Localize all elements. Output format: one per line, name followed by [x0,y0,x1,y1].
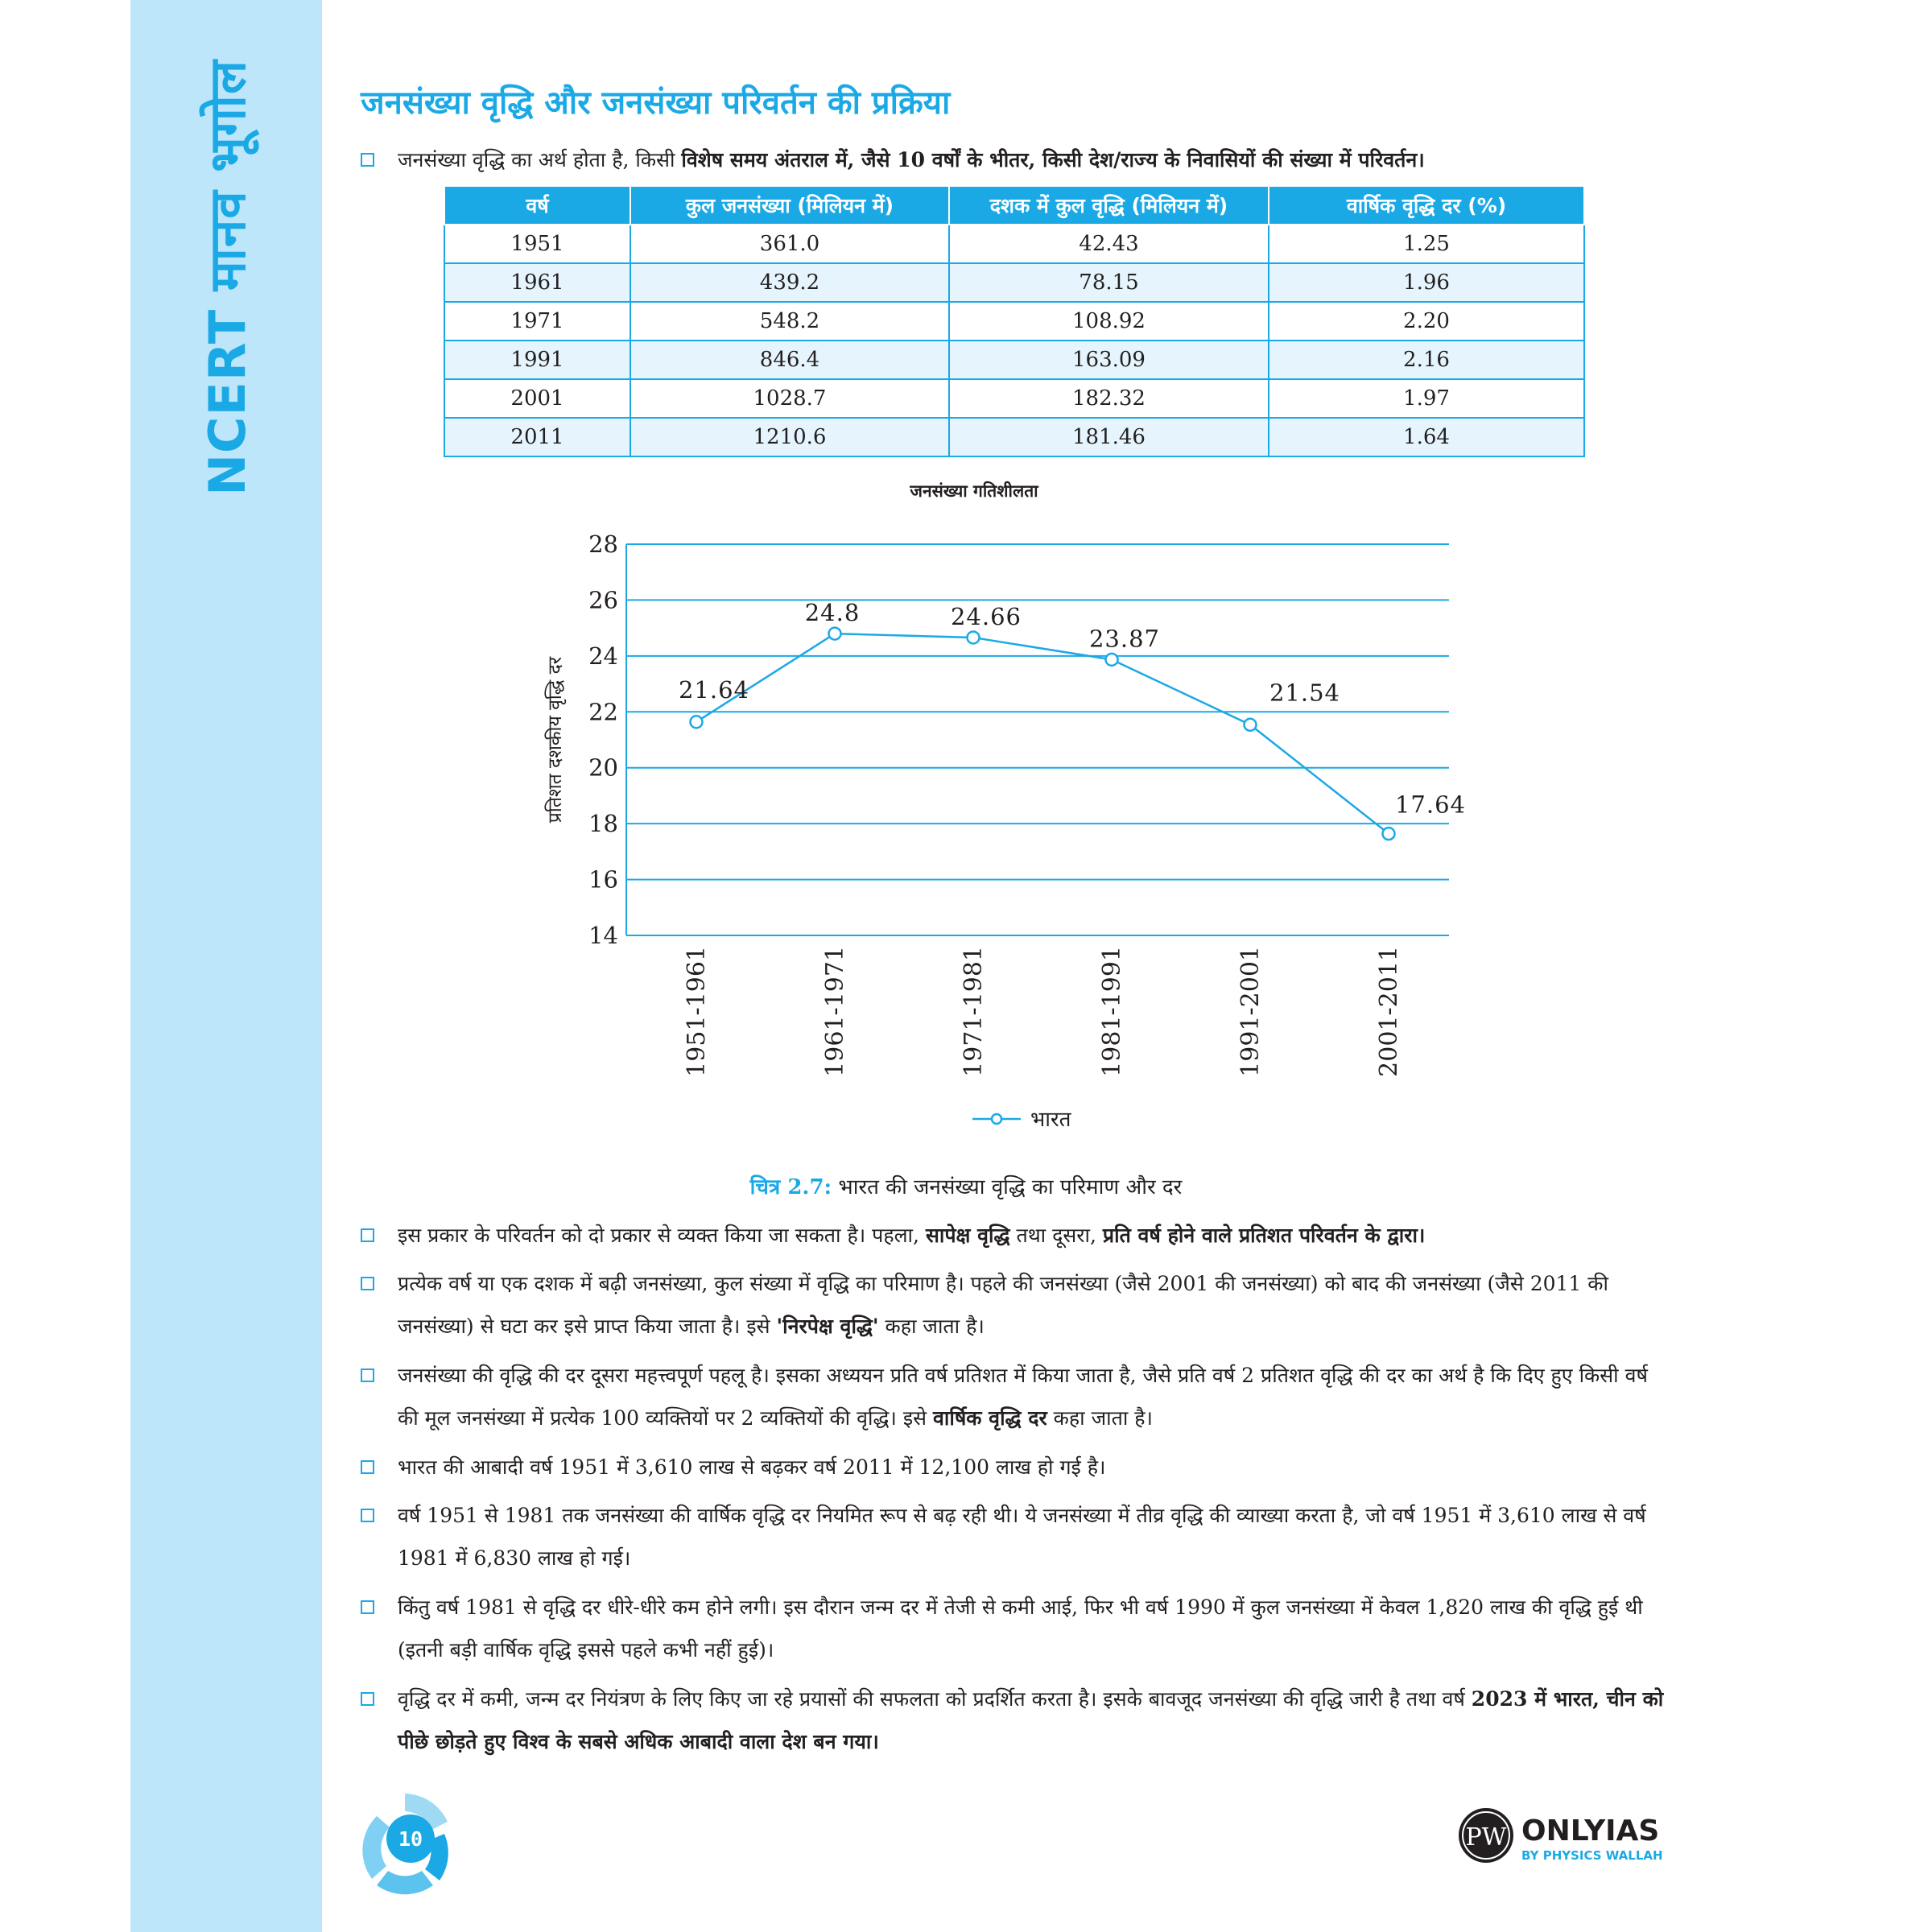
bullet-square-icon [361,1228,374,1242]
data-point [1106,654,1118,666]
table-cell: 439.2 [630,263,949,302]
table-cell: 1028.7 [630,379,949,418]
bullet-bold: वार्षिक वृद्धि दर [932,1406,1047,1430]
data-point [691,716,703,728]
table-row [444,341,1584,379]
x-tick-label: 1971-1981 [960,946,988,1077]
sidebar-title: NCERT मानव भूगोल [198,60,257,496]
brand-logo [1457,1805,1682,1869]
bullet-item [361,1214,1673,1257]
legend-label: भारत [1030,1108,1071,1132]
bullet-square-icon [361,1509,374,1522]
bullet-item [361,1446,1673,1488]
table-row [444,418,1584,456]
chart-title: जनसंख्या गतिशीलता [910,481,1038,501]
data-point [829,628,841,640]
bullet-square-icon [361,1600,374,1614]
table-cell: 108.92 [949,302,1269,341]
data-label: 21.64 [678,675,750,704]
bullet-bold: सापेक्ष वृद्धि [925,1224,1010,1247]
data-label: 21.54 [1269,679,1341,707]
y-tick-label: 24 [588,642,618,670]
bullet-item [361,1678,1673,1763]
data-point [968,631,980,643]
data-label: 17.64 [1394,791,1467,819]
bullet-bold: 2023 में भारत, चीन को पीछे छोड़ते हुए विश्व के सबसे अधिक आबादी वाला देश बन गया। [398,1687,1664,1753]
table-cell: 846.4 [630,341,949,379]
bullet-text: कहा जाता है। [1046,1406,1154,1430]
table-cell: 78.15 [949,263,1269,302]
table-cell: 1.64 [1269,418,1584,456]
bullet-text: जनसंख्या की वृद्धि की दर दूसरा महत्त्वपूर्ण पहलू है। इसका अध्ययन प्रति वर्ष प्रतिशत में किया जाता है, जैसे प्रति वर्ष 2 प्रतिशत वृद्धि की दर का अर्थ है कि दिए हुए किसी वर्ष की मूल जनसंख्या में प्रत्येक 100 व्यक्तियों पर 2 व्यक्तियों की वृद्धि। इसे [398,1364,1648,1430]
table-cell: 1971 [444,302,630,341]
table-cell: 1.25 [1269,225,1584,263]
table-header-cell: दशक में कुल वृद्धि (मिलियन में) [949,186,1269,225]
data-label: 23.87 [1088,625,1161,653]
table-cell: 1951 [444,225,630,263]
brand-name: ONLYIAS [1521,1814,1660,1847]
pw-logo-text: PW [1465,1823,1507,1852]
bullet-square-icon [361,1368,374,1382]
table-row [444,263,1584,302]
y-tick-label: 26 [588,586,618,614]
intro-bold: विशेष समय अंतराल में, जैसे 10 वर्षों के भीतर, किसी देश/राज्य के निवासियों की संख्या में परिवर्तन। [681,148,1425,171]
table-cell: 163.09 [949,341,1269,379]
table-row [444,225,1584,263]
bullet-text: किंतु वर्ष 1981 से वृद्धि दर धीरे-धीरे कम होने लगी। इस दौरान जन्म दर में तेजी से कमी आई, फिर भी वर्ष 1990 में कुल जनसंख्या में केवल 1,820 लाख की वृद्धि हुई थी (इतनी बड़ी वार्षिक वृद्धि इससे पहले कभी नहीं हुई)। [398,1596,1643,1662]
bullet-text: तथा दूसरा, [1009,1224,1103,1247]
bullet-bold: 'निरपेक्ष वृद्धि' [776,1315,879,1338]
table-row [444,302,1584,341]
bullet-text: कहा जाता है। [878,1315,985,1338]
bullet-item [361,1354,1673,1439]
table-cell: 361.0 [630,225,949,263]
x-tick-label: 2001-2011 [1375,946,1403,1077]
table-header-cell: वार्षिक वृद्धि दर (%) [1269,186,1584,225]
data-label: 24.66 [950,602,1022,630]
table-cell: 42.43 [949,225,1269,263]
bullet-square-icon [361,1692,374,1706]
table-header-cell: वर्ष [444,186,630,225]
y-tick-label: 20 [588,753,618,782]
brand-subtitle: BY PHYSICS WALLAH [1521,1848,1663,1863]
table-header-row [444,186,1584,225]
figure-caption [0,1171,1932,1200]
y-axis-label: प्रतिशत दशकीय वृद्धि दर [545,656,566,824]
bullet-item [361,1262,1673,1348]
table-cell: 2001 [444,379,630,418]
table-row [444,379,1584,418]
legend-marker-swatch [992,1114,1001,1124]
y-tick-label: 14 [588,922,618,949]
intro-text: जनसंख्या वृद्धि का अर्थ होता है, किसी [398,148,682,171]
caption-text: भारत की जनसंख्या वृद्धि का परिमाण और दर [832,1175,1183,1199]
table-cell: 2.20 [1269,302,1584,341]
series-line-bharat [696,634,1389,834]
bullet-text: भारत की आबादी वर्ष 1951 में 3,610 लाख से बढ़कर वर्ष 2011 में 12,100 लाख हो गई है। [398,1455,1106,1479]
bullet-text: प्रत्येक वर्ष या एक दशक में बढ़ी जनसंख्या, कुल संख्या में वृद्धि का परिमाण है। पहले की जनसंख्या (जैसे 2001 की जनसंख्या) को बाद की जनसंख्या (जैसे 2011 की जनसंख्या) से घटा कर इसे प्राप्त किया जाता है। इसे [398,1272,1608,1338]
growth-line-chart [515,475,1481,1143]
table-cell: 2011 [444,418,630,456]
table-cell: 1961 [444,263,630,302]
x-tick-label: 1961-1971 [821,946,849,1077]
table-cell: 181.46 [949,418,1269,456]
page-number: 10 [398,1827,423,1851]
y-tick-label: 28 [588,530,618,558]
y-tick-label: 18 [588,810,618,838]
table-cell: 1991 [444,341,630,379]
table-cell: 182.32 [949,379,1269,418]
bullet-intro [361,138,1673,181]
bullet-text: वर्ष 1951 से 1981 तक जनसंख्या की वार्षिक वृद्धि दर नियमित रूप से बढ़ रही थी। ये जनसंख्या में तीव्र वृद्धि की व्याख्या करता है, जो वर्ष 1951 में 3,610 लाख से वर्ष 1981 में 6,830 लाख हो गई। [398,1504,1646,1570]
y-tick-label: 16 [588,865,618,894]
data-label: 24.8 [804,599,861,627]
bullet-square-icon [361,1277,374,1290]
badge-arc-segment [377,1871,433,1894]
section-heading: जनसंख्या वृद्धि और जनसंख्या परिवर्तन की प्रक्रिया [361,85,951,122]
table-cell: 2.16 [1269,341,1584,379]
table-header-cell: कुल जनसंख्या (मिलियन में) [630,186,949,225]
y-tick-label: 22 [588,698,618,726]
data-point [1383,828,1395,840]
bullet-bold: प्रति वर्ष होने वाले प्रतिशत परिवर्तन के द्वारा। [1102,1224,1426,1247]
badge-arc-segment [362,1816,390,1879]
table-cell: 548.2 [630,302,949,341]
x-tick-label: 1991-2001 [1236,946,1265,1077]
bullet-square-icon [361,153,374,167]
bullet-text: इस प्रकार के परिवर्तन को दो प्रकार से व्यक्त किया जा सकता है। पहला, [398,1224,926,1247]
table-cell: 1.97 [1269,379,1584,418]
table-cell: 1210.6 [630,418,949,456]
bullet-text: वृद्धि दर में कमी, जन्म दर नियंत्रण के लिए किए जा रहे प्रयासों की सफलता को प्रदर्शित करता है। इसके बावजूद जनसंख्या की वृद्धि जारी है तथा वर्ष [398,1687,1472,1711]
x-tick-label: 1981-1991 [1098,946,1126,1077]
population-table [444,185,1585,457]
x-tick-label: 1951-1961 [683,946,711,1077]
table-cell: 1.96 [1269,263,1584,302]
page-number-badge [361,1785,449,1898]
caption-label: चित्र 2.7: [749,1175,832,1199]
bullet-item [361,1494,1673,1579]
bullet-square-icon [361,1460,374,1474]
data-point [1245,719,1257,731]
bullet-item [361,1586,1673,1671]
